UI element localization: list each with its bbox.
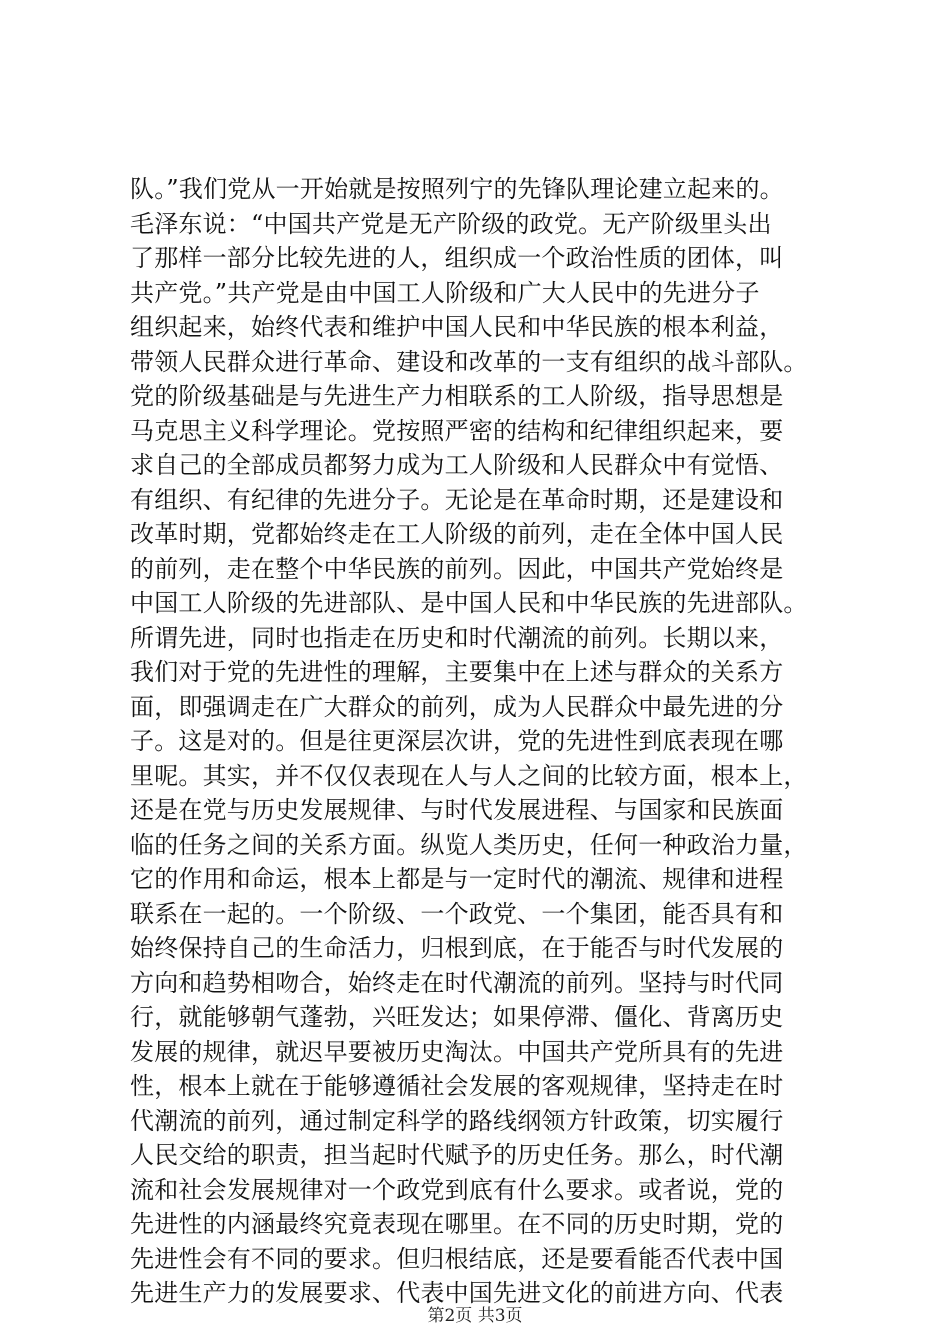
text-line: 所谓先进，同时也指走在历史和时代潮流的前列。长期以来， [130,623,784,652]
text-line: 流和社会发展规律对一个政党到底有什么要求。或者说，党的 [130,1175,784,1204]
page-footer [0,1305,950,1327]
text-line: 的前列，走在整个中华民族的前列。因此，中国共产党始终是 [130,554,784,583]
text-line: 里呢。其实，并不仅仅表现在人与人之间的比较方面，根本上， [130,761,808,790]
text-line: 马克思主义科学理论。党按照严密的结构和纪律组织起来，要 [130,416,784,445]
text-line: 子。这是对的。但是往更深层次讲，党的先进性到底表现在哪 [130,727,784,755]
text-line: 它的作用和命运，根本上都是与一定时代的潮流、规律和进程 [130,865,784,893]
text-line: 发展的规律，就迟早要被历史淘汰。中国共产党所具有的先进 [130,1037,784,1066]
body-text [130,172,830,1311]
text-line: 先进性会有不同的要求。但归根结底，还是要看能否代表中国 [130,1244,784,1273]
text-line: 临的任务之间的关系方面。纵览人类历史，任何一种政治力量， [130,830,808,859]
text-line: 先进性的内涵最终究竟表现在哪里。在不同的历史时期，党的 [130,1210,784,1238]
text-line: 毛泽东说：“中国共产党是无产阶级的政党。无产阶级里头出 [130,209,772,238]
text-line: 组织起来，始终代表和维护中国人民和中华民族的根本利益， [130,313,784,341]
page-number-label: 第2页 共3页 [427,1306,523,1326]
text-line: 性，根本上就在于能够遵循社会发展的客观规律，坚持走在时 [130,1072,784,1100]
text-line: 行，就能够朝气蓬勃，兴旺发达；如果停滞、僵化、背离历史 [130,1003,784,1031]
text-line: 人民交给的职责，担当起时代赋予的历史任务。那么，时代潮 [130,1141,784,1169]
text-line: 先进生产力的发展要求、代表中国先进文化的前进方向、代表 [130,1279,784,1307]
text-line: 中国工人阶级的先进部队、是中国人民和中华民族的先进部队。 [130,589,808,617]
text-line: 代潮流的前列，通过制定科学的路线纲领方针政策，切实履行 [130,1106,784,1135]
text-line: 还是在党与历史发展规律、与时代发展进程、与国家和民族面 [130,796,784,824]
text-line: 党的阶级基础是与先进生产力相联系的工人阶级，指导思想是 [130,382,784,410]
text-line: 有组织、有纪律的先进分子。无论是在革命时期，还是建设和 [130,485,784,514]
text-line: 改革时期，党都始终走在工人阶级的前列，走在全体中国人民 [130,520,784,548]
text-line: 带领人民群众进行革命、建设和改革的一支有组织的战斗部队。 [130,347,808,376]
text-line: 求自己的全部成员都努力成为工人阶级和人民群众中有觉悟、 [130,451,784,479]
text-line: 始终保持自己的生命活力，归根到底，在于能否与时代发展的 [130,934,784,962]
text-line: 联系在一起的。一个阶级、一个政党、一个集团，能否具有和 [130,899,784,928]
text-line: 了那样一部分比较先进的人，组织成一个政治性质的团体，叫 [130,244,784,272]
text-line: 共产党。”共产党是由中国工人阶级和广大人民中的先进分子 [130,278,760,307]
text-line: 面，即强调走在广大群众的前列，成为人民群众中最先进的分 [130,692,784,721]
text-line: 方向和趋势相吻合，始终走在时代潮流的前列。坚持与时代同 [130,968,784,997]
text-line: 我们对于党的先进性的理解，主要集中在上述与群众的关系方 [130,658,784,686]
text-line: 队。”我们党从一开始就是按照列宁的先锋队理论建立起来的。 [130,175,784,203]
